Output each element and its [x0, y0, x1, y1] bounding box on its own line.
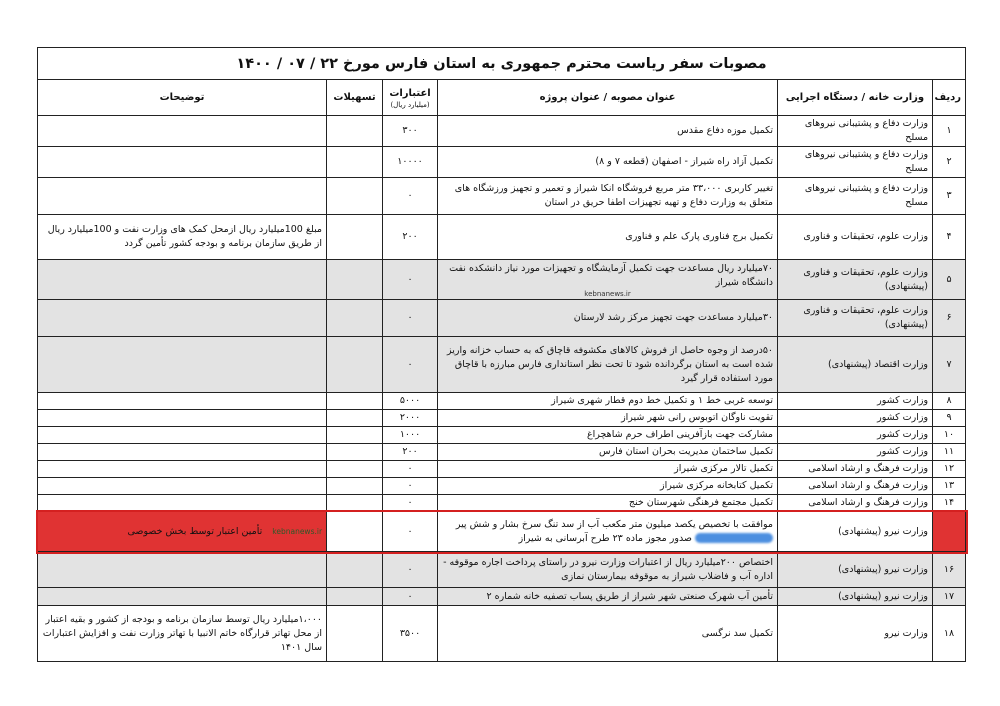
- watermark-text: kebnanews.ir: [584, 289, 631, 298]
- redaction-mark: [695, 533, 773, 543]
- row-number: ۷: [933, 337, 966, 393]
- credit-cell: ۱۰۰۰۰: [383, 147, 438, 178]
- credit-cell: ۲۰۰۰: [383, 410, 438, 427]
- notes-cell: مبلغ 100میلیارد ریال ازمحل کمک های وزارت نفت و 100میلیارد ریال از طریق سازمان برنامه و بودجه کشور تأمین گردد: [38, 215, 327, 260]
- row-number: ۱۶: [933, 552, 966, 588]
- row-number: ۲: [933, 147, 966, 178]
- project-cell: تأمین آب شهرک صنعتی شهر شیراز از طریق پساب تصفیه خانه شماره ۲: [438, 588, 778, 606]
- notes-cell: [38, 337, 327, 393]
- highlighted-row: [38, 512, 966, 552]
- facilities-cell: [327, 444, 383, 461]
- table-row: [38, 606, 966, 662]
- notes-cell: [38, 461, 327, 478]
- project-cell: تقویت ناوگان اتوبوس رانی شهر شیراز: [438, 410, 778, 427]
- table-row: [38, 478, 966, 495]
- facilities-cell: [327, 393, 383, 410]
- row-number: ۳: [933, 178, 966, 215]
- notes-cell: [38, 300, 327, 337]
- table-row: [38, 116, 966, 147]
- table-row: [38, 337, 966, 393]
- row-number: ۱: [933, 116, 966, 147]
- row-number: ۵: [933, 260, 966, 300]
- header-facilities: تسهیلات: [327, 80, 383, 116]
- project-cell: تغییر کاربری ۳۳،۰۰۰ متر مربع فروشگاه انکا شیراز و تعمیر و تجهیز ورزشگاه های متعلق به وزارت دفاع و تهیه تجهیزات اطفا حریق در استان: [438, 178, 778, 215]
- facilities-cell: [327, 300, 383, 337]
- project-cell: تکمیل سد نرگسی: [438, 606, 778, 662]
- facilities-cell: [327, 260, 383, 300]
- table-row: [38, 215, 966, 260]
- row-number: ۹: [933, 410, 966, 427]
- project-cell: [438, 512, 778, 552]
- notes-cell: [38, 147, 327, 178]
- credit-cell: ۰: [383, 337, 438, 393]
- credit-cell: ۳۵۰۰: [383, 606, 438, 662]
- facilities-cell: [327, 410, 383, 427]
- project-cell: تکمیل مجتمع فرهنگی شهرستان خنج: [438, 495, 778, 512]
- credit-cell: ۰: [383, 512, 438, 552]
- project-cell: تکمیل موزه دفاع مقدس: [438, 116, 778, 147]
- ministry-cell: وزارت نیرو (پیشنهادی): [778, 512, 933, 552]
- ministry-cell: وزارت علوم، تحقیقات و فناوری (پیشنهادی): [778, 260, 933, 300]
- table-row: [38, 178, 966, 215]
- credit-cell: ۳۰۰: [383, 116, 438, 147]
- credit-cell: ۲۰۰: [383, 215, 438, 260]
- project-text-2: صدور مجوز ماده ۲۳ طرح آبرسانی به شیراز: [518, 532, 692, 544]
- credit-cell: ۰: [383, 461, 438, 478]
- table-row: [38, 461, 966, 478]
- project-cell: تکمیل کتابخانه مرکزی شیراز: [438, 478, 778, 495]
- facilities-cell: [327, 178, 383, 215]
- table-row: [38, 300, 966, 337]
- facilities-cell: [327, 215, 383, 260]
- notes-cell: [38, 260, 327, 300]
- notes-cell: [38, 478, 327, 495]
- watermark-text: kebnanews.ir: [272, 526, 323, 536]
- table-row: [38, 427, 966, 444]
- notes-cell: [38, 588, 327, 606]
- credit-cell: ۰: [383, 588, 438, 606]
- ministry-cell: وزارت نیرو (پیشنهادی): [778, 552, 933, 588]
- facilities-cell: [327, 427, 383, 444]
- notes-cell: [38, 410, 327, 427]
- ministry-cell: وزارت نیرو: [778, 606, 933, 662]
- approvals-sheet: [37, 47, 965, 662]
- ministry-cell: وزارت دفاع و پشتیبانی نیروهای مسلح: [778, 147, 933, 178]
- header-row-no: ردیف: [933, 80, 966, 116]
- credit-cell: ۰: [383, 552, 438, 588]
- credit-cell: ۰: [383, 300, 438, 337]
- row-number: ۱۳: [933, 478, 966, 495]
- facilities-cell: [327, 478, 383, 495]
- project-cell: مشارکت جهت بازآفرینی اطراف حرم شاهچراغ: [438, 427, 778, 444]
- page-title: مصوبات سفر ریاست محترم جمهوری به استان فارس مورخ ۲۲ / ۰۷ / ۱۴۰۰: [38, 48, 966, 80]
- header-credits-unit: (میلیارد ریال): [390, 100, 430, 109]
- facilities-cell: [327, 116, 383, 147]
- facilities-cell: [327, 588, 383, 606]
- table-row: [38, 410, 966, 427]
- row-number: ۱۰: [933, 427, 966, 444]
- table-row: [38, 588, 966, 606]
- project-cell: تکمیل برج فناوری پارک علم و فناوری: [438, 215, 778, 260]
- approvals-table: [37, 47, 966, 662]
- notes-cell: ۱،۰۰۰میلیارد ریال توسط سازمان برنامه و بودجه از کشور و بقیه اعتبار از محل تهاتر قرارگاه خاتم الانبیا با تهاتر وزارت نفت و افزایش اعتبارات سال ۱۴۰۱: [38, 606, 327, 662]
- row-number: ۱۱: [933, 444, 966, 461]
- project-cell: تکمیل آزاد راه شیراز - اصفهان (قطعه ۷ و ۸): [438, 147, 778, 178]
- table-row: [38, 495, 966, 512]
- project-cell: ۵۰درصد از وجوه حاصل از فروش کالاهای مکشوفه قاچاق که به حساب خزانه واریز شده است به استان برگردانده شود تا تحت نظر استانداری فارس مبارزه با قاچاق مورد استفاده قرار گیرد: [438, 337, 778, 393]
- row-number: ۴: [933, 215, 966, 260]
- ministry-cell: وزارت علوم، تحقیقات و فناوری (پیشنهادی): [778, 300, 933, 337]
- project-cell: تکمیل ساختمان مدیریت بحران استان فارس: [438, 444, 778, 461]
- project-cell: اختصاص ۲۰۰میلیارد ریال از اعتبارات وزارت نیرو در راستای پرداخت اجاره موقوفه - اداره آب و فاضلاب شیراز به موقوفه بیمارستان نمازی: [438, 552, 778, 588]
- project-cell: توسعه غربی خط ۱ و تکمیل خط دوم قطار شهری شیراز: [438, 393, 778, 410]
- credit-cell: ۰: [383, 178, 438, 215]
- row-number: ۸: [933, 393, 966, 410]
- row-number: ۱۸: [933, 606, 966, 662]
- ministry-cell: وزارت کشور: [778, 427, 933, 444]
- ministry-cell: وزارت فرهنگ و ارشاد اسلامی: [778, 461, 933, 478]
- table-row: [38, 444, 966, 461]
- ministry-cell: وزارت کشور: [778, 410, 933, 427]
- table-row: [38, 393, 966, 410]
- row-number: [933, 512, 966, 552]
- ministry-cell: وزارت نیرو (پیشنهادی): [778, 588, 933, 606]
- project-text: ۷۰میلیارد ریال مساعدت جهت تکمیل آزمایشگاه و تجهیزات مورد نیاز دانشکده نفت دانشگاه شیراز: [449, 262, 774, 288]
- facilities-cell: [327, 337, 383, 393]
- project-text: موافقت با تخصیص یکصد میلیون متر مکعب آب از سد تنگ سرخ بشار و شش پیر: [455, 518, 774, 530]
- header-credits: [383, 80, 438, 116]
- header-project: عنوان مصوبه / عنوان پروژه: [438, 80, 778, 116]
- row-number: ۱۲: [933, 461, 966, 478]
- table-row: [38, 147, 966, 178]
- header-credits-label: اعتبارات: [389, 87, 431, 99]
- ministry-cell: وزارت کشور: [778, 393, 933, 410]
- header-ministry: وزارت خانه / دستگاه اجرایی: [778, 80, 933, 116]
- credit-cell: ۰: [383, 260, 438, 300]
- ministry-cell: وزارت اقتصاد (پیشنهادی): [778, 337, 933, 393]
- notes-cell: [38, 552, 327, 588]
- ministry-cell: وزارت فرهنگ و ارشاد اسلامی: [778, 495, 933, 512]
- facilities-cell: [327, 147, 383, 178]
- notes-cell: [38, 495, 327, 512]
- ministry-cell: وزارت دفاع و پشتیبانی نیروهای مسلح: [778, 178, 933, 215]
- notes-cell: [38, 444, 327, 461]
- notes-cell: [38, 393, 327, 410]
- notes-cell: [38, 427, 327, 444]
- facilities-cell: [327, 606, 383, 662]
- notes-cell: [38, 178, 327, 215]
- ministry-cell: وزارت کشور: [778, 444, 933, 461]
- facilities-cell: [327, 552, 383, 588]
- credit-cell: ۰: [383, 478, 438, 495]
- facilities-cell: [327, 512, 383, 552]
- notes-cell: [38, 512, 327, 552]
- facilities-cell: [327, 461, 383, 478]
- table-row: [38, 260, 966, 300]
- credit-cell: ۱۰۰۰: [383, 427, 438, 444]
- credit-cell: ۵۰۰۰: [383, 393, 438, 410]
- credit-cell: ۰: [383, 495, 438, 512]
- credit-cell: ۲۰۰: [383, 444, 438, 461]
- table-row: [38, 552, 966, 588]
- ministry-cell: وزارت دفاع و پشتیبانی نیروهای مسلح: [778, 116, 933, 147]
- project-cell: ۳۰میلیارد مساعدت جهت تجهیز مرکز رشد لارستان: [438, 300, 778, 337]
- notes-cell: [38, 116, 327, 147]
- row-number: ۱۷: [933, 588, 966, 606]
- header-notes: توضیحات: [38, 80, 327, 116]
- ministry-cell: وزارت فرهنگ و ارشاد اسلامی: [778, 478, 933, 495]
- row-number: ۶: [933, 300, 966, 337]
- row-number: ۱۴: [933, 495, 966, 512]
- project-cell: تکمیل تالار مرکزی شیراز: [438, 461, 778, 478]
- ministry-cell: وزارت علوم، تحقیقات و فناوری: [778, 215, 933, 260]
- project-cell: [438, 260, 778, 300]
- facilities-cell: [327, 495, 383, 512]
- notes-text: تأمین اعتبار توسط بخش خصوصی: [127, 525, 263, 537]
